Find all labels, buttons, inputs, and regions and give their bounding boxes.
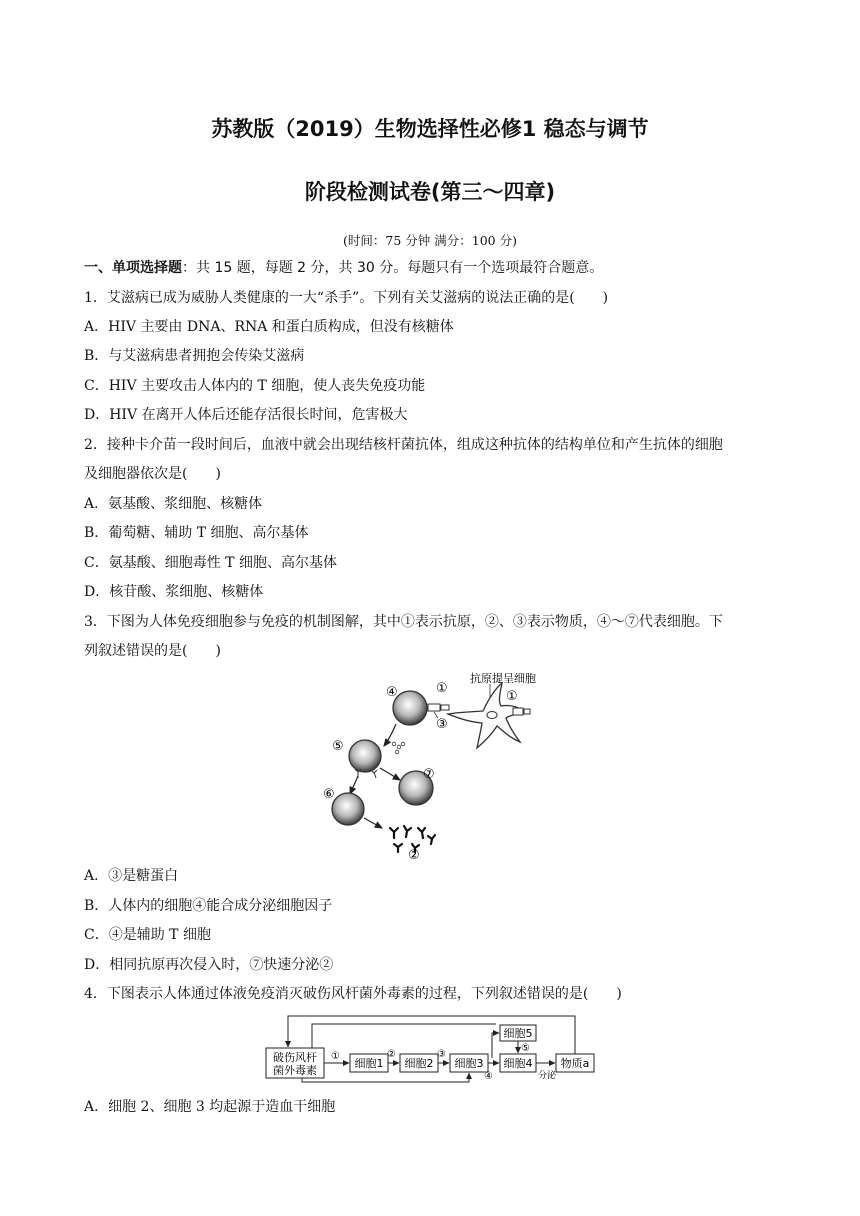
arrow-toxin-cell5: [312, 1024, 496, 1048]
q1-option-b: B．与艾滋病患者拥抱会传染艾滋病: [84, 348, 305, 364]
label-1-left: ①: [436, 681, 448, 696]
step-1: ①: [331, 1051, 340, 1062]
box-cell1-label: 细胞1: [354, 1057, 384, 1070]
arrow-cell3-cell5: [492, 1033, 499, 1058]
q3-option-a: A．③是糖蛋白: [84, 868, 179, 884]
q4-stem: 4．下图表示人体通过体液免疫消灭破伤风杆菌外毒素的过程，下列叙述错误的是( ): [84, 986, 622, 1002]
step-4: ④: [484, 1071, 493, 1082]
box-product-label: 物质a: [560, 1057, 590, 1070]
doc-title-line2: 阶段检测试卷(第三～四章): [304, 180, 556, 204]
cytokine-dot: [392, 742, 396, 746]
q1-option-c: C．HIV 主要攻击人体内的 T 细胞，使人丧失免疫功能: [84, 378, 426, 394]
q2-stem-line2: 及细胞器依次是( ): [84, 466, 221, 482]
arrow-toxin-cell3: [302, 1073, 469, 1082]
q3-stem-line1: 3．下图为人体免疫细胞参与免疫的机制图解，其中①表示抗原，②、③表示物质，④～⑦代表细胞。下: [84, 614, 723, 630]
cytokine-dot: [397, 745, 401, 749]
q3-option-d: D．相同抗原再次侵入时，⑦快速分泌②: [84, 957, 334, 973]
section-heading: [84, 258, 603, 278]
box-cell2-label: 细胞2: [404, 1057, 434, 1070]
box-cell4-label: 细胞4: [503, 1057, 533, 1070]
step-5: ⑤: [521, 1043, 530, 1054]
step-3: ③: [437, 1049, 446, 1060]
arrow-5-to-7: [380, 768, 400, 780]
antigen-right-part: [524, 709, 530, 714]
label-5: ⑤: [332, 739, 344, 754]
arrow-6-to-antibodies: [364, 818, 382, 828]
label-3: ③: [436, 717, 448, 732]
cytokine-dot: [395, 750, 399, 754]
q3-option-c: C．④是辅助 T 细胞: [84, 927, 211, 943]
secrete-label: 分泌: [538, 1071, 557, 1081]
label-7: ⑦: [423, 767, 435, 782]
doc-title-line1: 苏教版（2019）生物选择性必修1 稳态与调节: [211, 117, 649, 141]
membrane-antibody: [371, 770, 377, 778]
box-cell5-label: 细胞5: [503, 1027, 533, 1040]
q2-option-b: B．葡萄糖、辅助 T 细胞、高尔基体: [84, 525, 309, 541]
immune-mechanism-figure: [320, 668, 560, 860]
q1-option-d: D．HIV 在离开人体后还能存活很长时间，危害极大: [84, 407, 408, 423]
label-6: ⑥: [323, 787, 335, 802]
q2-option-c: C．氨基酸、细胞毒性 T 细胞、高尔基体: [84, 555, 337, 571]
arrow-5-to-6: [350, 776, 358, 794]
receptor-complex-part: [441, 705, 449, 710]
cell-5: [349, 740, 381, 772]
antigen-right: [513, 708, 523, 715]
q2-option-d: D．核苷酸、浆细胞、核糖体: [84, 584, 264, 600]
step-2: ②: [387, 1049, 396, 1060]
q3-stem-line2: 列叙述错误的是( ): [84, 643, 221, 659]
q1-stem: 1．艾滋病已成为威胁人类健康的一大“杀手”。下列有关艾滋病的说法正确的是( ): [84, 290, 609, 306]
apc-label: 抗原提呈细胞: [470, 672, 536, 685]
q2-option-a: A．氨基酸、浆细胞、核糖体: [84, 496, 263, 512]
label-4: ④: [386, 685, 398, 700]
q4-option-a: A．细胞 2、细胞 3 均起源于造血干细胞: [84, 1099, 336, 1115]
box-toxin-line1: 破伤风杆: [273, 1051, 317, 1064]
section-label: 一、单项选择题: [84, 260, 182, 276]
section-instructions: ：共 15 题，每题 2 分，共 30 分。每题只有一个选项最符合题意。: [182, 260, 604, 276]
cytokine-dot: [401, 742, 405, 746]
q2-stem-line1: 2．接种卡介苗一段时间后，血液中就会出现结核杆菌抗体，组成这种抗体的结构单位和产生抗体的细胞: [84, 437, 723, 453]
cell-4: [393, 691, 427, 725]
exam-meta: (时间：75 分钟 满分：100 分): [343, 233, 517, 248]
q3-option-b: B．人体内的细胞④能合成分泌细胞因子: [84, 898, 333, 914]
q1-option-a: A．HIV 主要由 DNA、RNA 和蛋白质构成，但没有核糖体: [84, 319, 454, 335]
box-cell3-label: 细胞3: [454, 1057, 484, 1070]
box-toxin-line2: 菌外毒素: [273, 1064, 317, 1077]
receptor-complex: [428, 704, 440, 711]
cell-6: [332, 793, 364, 825]
label-1-right: ①: [506, 689, 518, 704]
label-2: ②: [408, 848, 420, 860]
humoral-immunity-flowchart: [262, 1012, 598, 1084]
